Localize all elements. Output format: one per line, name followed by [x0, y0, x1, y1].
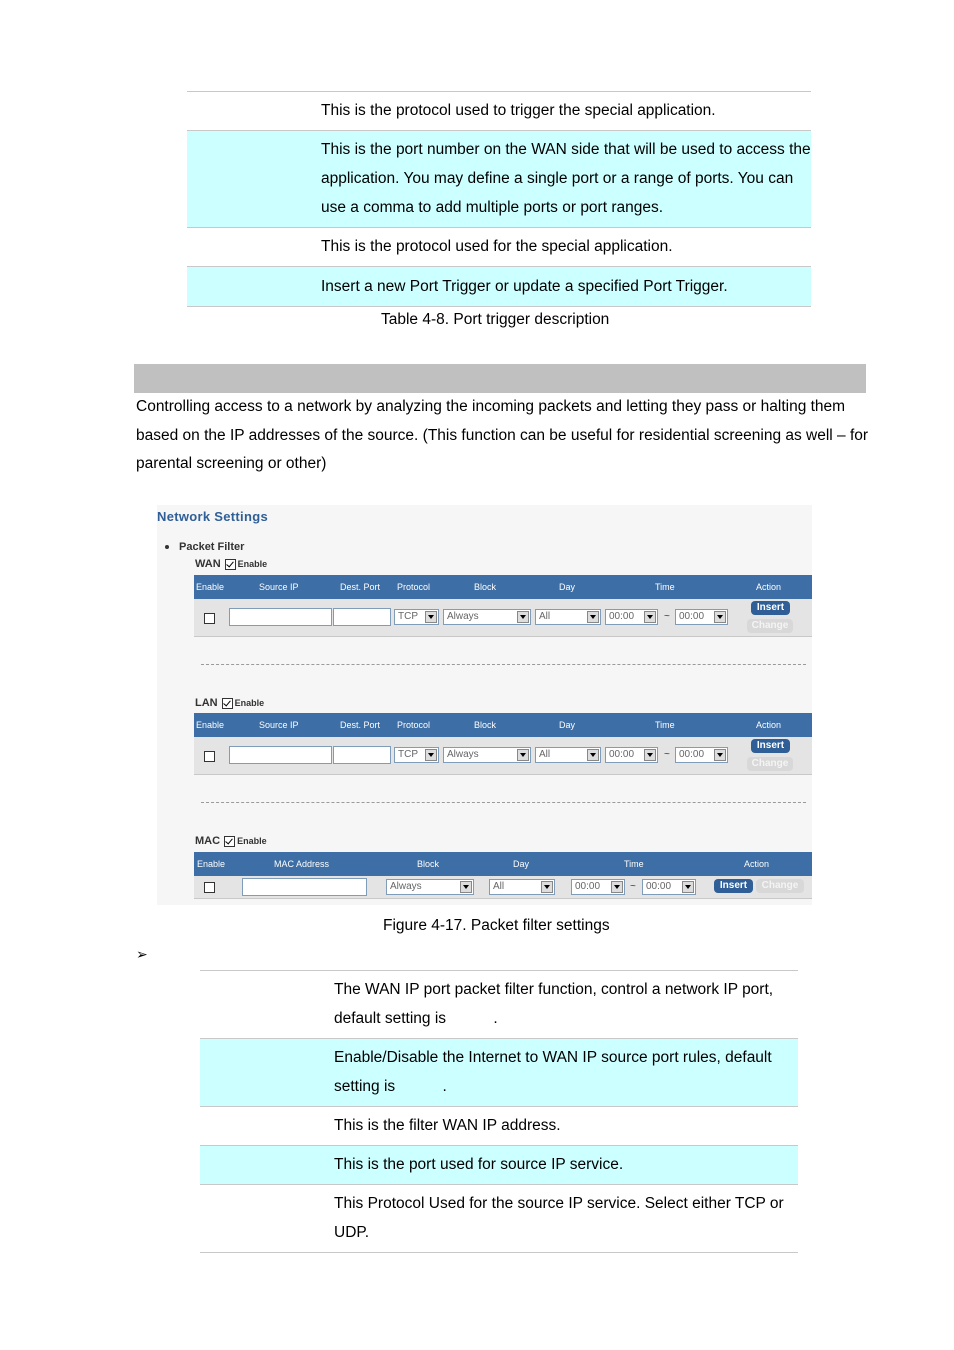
chevron-down-icon [682, 881, 694, 893]
header-dest-port: Dest. Port [340, 582, 381, 592]
protocol-select[interactable]: TCP [394, 609, 439, 625]
row-label [187, 92, 320, 131]
packet-filter-subtitle [179, 541, 244, 553]
insert-button[interactable]: Insert [714, 879, 753, 893]
chevron-down-icon [425, 749, 437, 761]
table-row [187, 92, 811, 131]
lan-group-label [195, 697, 264, 709]
table-row [200, 971, 798, 1039]
header-enable: Enable [196, 582, 225, 592]
header-action: Action [744, 859, 770, 869]
bullet-arrow-icon: ➢ [136, 946, 148, 962]
chevron-down-icon [611, 881, 623, 893]
change-button[interactable]: Change [747, 757, 793, 771]
rule-enable-checkbox[interactable] [204, 882, 215, 893]
header-day: Day [513, 859, 530, 869]
wan-rule-row [194, 599, 812, 637]
header-protocol: Protocol [397, 582, 431, 592]
chevron-down-icon [714, 611, 726, 623]
table-row [200, 1039, 798, 1107]
source-ip-input[interactable] [229, 608, 332, 626]
row-description: This is the protocol used for the special application. [321, 238, 673, 255]
header-block: Block [474, 720, 497, 730]
change-button[interactable]: Change [747, 619, 793, 633]
time-to-select[interactable]: 00:00 [642, 879, 696, 895]
header-block: Block [474, 582, 497, 592]
mac-enable-label: Enable [237, 836, 267, 846]
header-source-ip: Source IP [259, 720, 299, 730]
source-ip-input[interactable] [229, 746, 332, 764]
chevron-down-icon [587, 611, 599, 623]
wan-enable-label: Enable [237, 559, 268, 569]
dest-port-input[interactable] [333, 746, 391, 764]
insert-button[interactable]: Insert [751, 739, 790, 753]
rule-enable-checkbox[interactable] [204, 751, 215, 762]
header-source-ip: Source IP [259, 582, 299, 592]
figure-caption: Figure 4-17. Packet filter settings [383, 917, 610, 934]
mac-group-label [195, 835, 267, 847]
row-label [200, 1107, 333, 1146]
header-time: Time [655, 720, 675, 730]
chevron-down-icon [644, 749, 656, 761]
chevron-down-icon [517, 749, 529, 761]
header-day: Day [559, 582, 576, 592]
block-select[interactable]: Always [386, 879, 474, 895]
table-row [200, 1107, 798, 1146]
time-from-select[interactable]: 00:00 [605, 609, 658, 625]
day-select[interactable]: All [535, 747, 601, 763]
table-caption: Table 4-8. Port trigger description [381, 311, 610, 328]
time-range-separator: ~ [630, 881, 636, 892]
bullet-dot-icon [165, 545, 169, 549]
chevron-down-icon [541, 881, 553, 893]
mac-table-header [194, 852, 812, 876]
row-description: This is the protocol used to trigger the special application. [321, 102, 716, 119]
table-row [187, 228, 811, 267]
row-description: This Protocol Used for the source IP service. Select either TCP or UDP. [334, 1195, 784, 1241]
header-action: Action [756, 582, 782, 592]
chevron-down-icon [425, 611, 437, 623]
chevron-down-icon [517, 611, 529, 623]
wan-enable-checkbox[interactable] [225, 559, 236, 570]
mac-rule-row [194, 876, 812, 899]
packet-filter-description-table [200, 970, 798, 1253]
mac-label: MAC [195, 835, 221, 847]
lan-enable-label: Enable [234, 698, 265, 708]
network-settings-title: Network Settings [157, 509, 268, 524]
lan-label: LAN [195, 697, 218, 709]
header-block: Block [417, 859, 440, 869]
time-from-select[interactable]: 00:00 [571, 879, 625, 895]
time-to-select[interactable]: 00:00 [675, 747, 728, 763]
lan-table-header [194, 713, 812, 737]
row-description: This is the filter WAN IP address. [334, 1117, 561, 1134]
header-dest-port: Dest. Port [340, 720, 381, 730]
section-paragraph: Controlling access to a network by analyzing the incoming packets and letting they pass or halting them based on the IP addresses of the source. (This function can be useful for residential screening as well – for parental screening or other) [136, 398, 869, 472]
time-range-separator: ~ [664, 611, 670, 622]
header-enable: Enable [197, 859, 226, 869]
table-row [187, 131, 811, 228]
row-label [187, 131, 320, 228]
wan-label: WAN [195, 558, 221, 570]
header-protocol: Protocol [397, 720, 431, 730]
day-select[interactable]: All [489, 879, 555, 895]
rule-enable-checkbox[interactable] [204, 613, 215, 624]
mac-enable-checkbox[interactable] [224, 836, 235, 847]
row-description: The WAN IP port packet filter function, control a network IP port, default setting is . [334, 981, 778, 1027]
header-time: Time [655, 582, 675, 592]
time-to-select[interactable]: 00:00 [675, 609, 728, 625]
lan-enable-checkbox[interactable] [222, 698, 233, 709]
time-range-separator: ~ [664, 749, 670, 760]
row-description: Insert a new Port Trigger or update a specified Port Trigger. [321, 277, 728, 295]
day-select[interactable]: All [535, 609, 601, 625]
header-enable: Enable [196, 720, 225, 730]
header-day: Day [559, 720, 576, 730]
section-divider [201, 802, 806, 803]
row-label [200, 971, 333, 1039]
chevron-down-icon [587, 749, 599, 761]
row-label [200, 1185, 333, 1253]
port-trigger-description-table [187, 91, 811, 307]
lan-rule-row [194, 737, 812, 775]
row-description: This is the port number on the WAN side that will be used to access the application. You may define a single port or a range of ports. You can use a comma to add multiple ports or port ranges. [321, 141, 811, 216]
chevron-down-icon [644, 611, 656, 623]
section-heading-bar [134, 364, 866, 393]
protocol-select[interactable]: TCP [394, 747, 439, 763]
section-divider [201, 664, 806, 665]
wan-table-header [194, 575, 812, 599]
header-action: Action [756, 720, 782, 730]
change-button[interactable]: Change [756, 879, 804, 893]
packet-filter-screenshot [157, 505, 812, 905]
insert-button[interactable]: Insert [751, 601, 790, 615]
row-description: Enable/Disable the Internet to WAN IP source port rules, default setting is . [334, 1049, 776, 1095]
mac-address-input[interactable] [242, 878, 367, 896]
packet-filter-label: Packet Filter [179, 541, 245, 553]
table-row [200, 1185, 798, 1253]
dest-port-input[interactable] [333, 608, 391, 626]
header-mac-address: MAC Address [274, 859, 330, 869]
row-label [187, 267, 320, 307]
block-select[interactable]: Always [443, 609, 531, 625]
row-description: This is the port used for source IP service. [334, 1156, 624, 1173]
chevron-down-icon [460, 881, 472, 893]
header-time: Time [624, 859, 644, 869]
chevron-down-icon [714, 749, 726, 761]
table-row [200, 1146, 798, 1185]
row-label [200, 1039, 333, 1107]
table-row [187, 267, 811, 307]
row-label [200, 1146, 333, 1185]
row-label [187, 228, 320, 267]
block-select[interactable]: Always [443, 747, 531, 763]
wan-group-label [195, 558, 267, 570]
time-from-select[interactable]: 00:00 [605, 747, 658, 763]
